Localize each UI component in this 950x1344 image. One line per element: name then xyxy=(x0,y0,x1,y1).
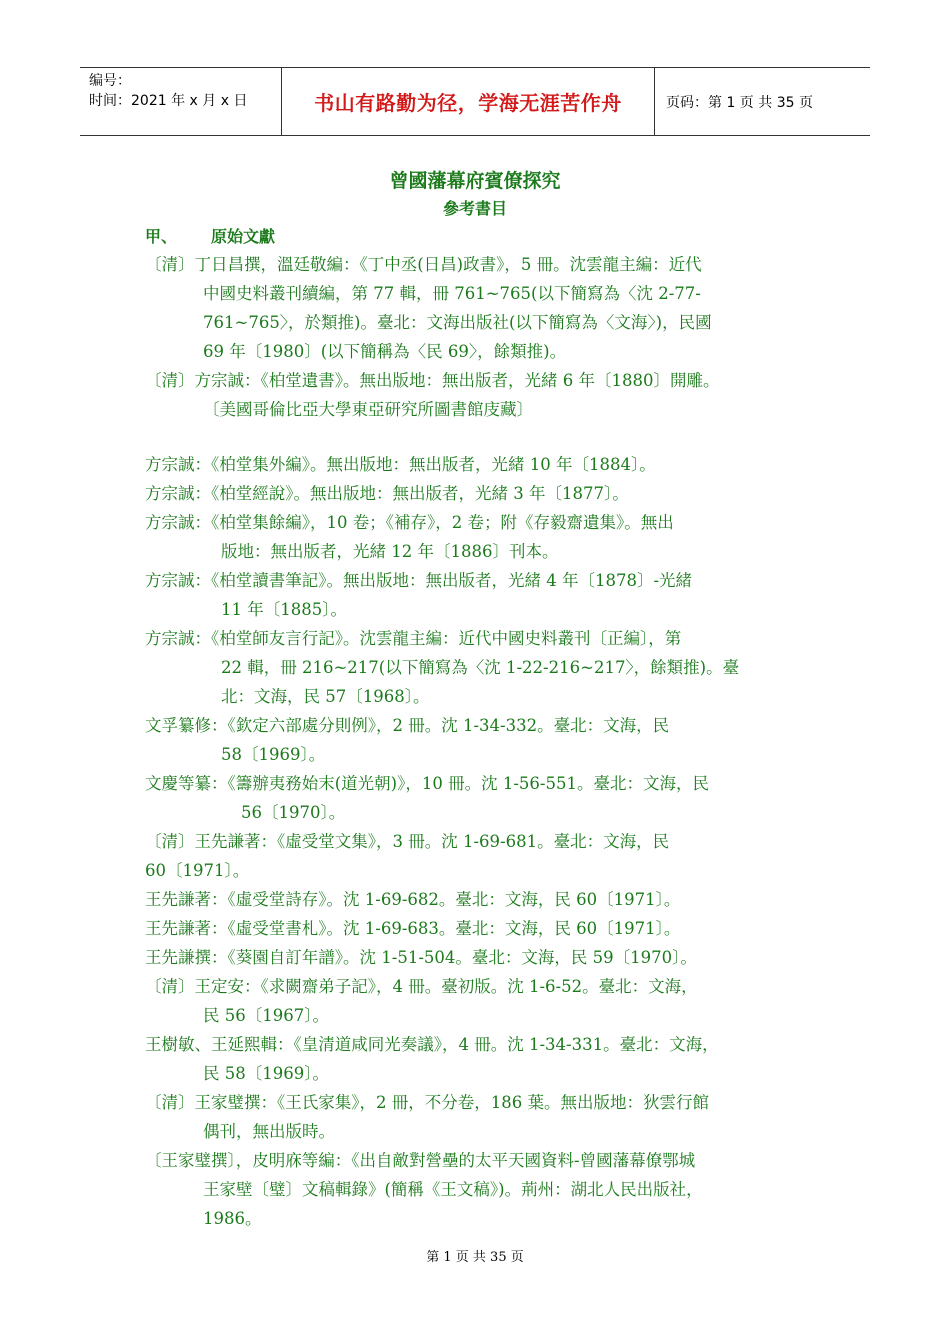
entry-line: 〔王家璧撰〕，皮明庥等編：《出自敵對營壘的太平天國資料-曾國藩幕僚鄂城 xyxy=(145,1151,696,1170)
bibliography-entry xyxy=(145,769,709,827)
header-motto: 书山有路勤为径，学海无涯苦作舟 xyxy=(282,68,655,135)
bibliography-entry xyxy=(145,1030,719,1088)
section-heading xyxy=(145,224,275,247)
entry-line: 王家壁〔璧〕文稿輯錄》(簡稱《王文稿》)。荊州：湖北人民出版社， xyxy=(203,1180,703,1199)
entry-line: 王先謙著：《虛受堂詩存》。沈 1-69-682。臺北：文海，民 60〔1971〕。 xyxy=(145,890,681,909)
entry-line: 北：文海，民 57〔1968〕。 xyxy=(221,687,430,706)
section-number: 甲、 xyxy=(145,227,178,246)
entry-line: 方宗誠：《柏堂集外編》。無出版地：無出版者，光緒 10 年〔1884〕。 xyxy=(145,455,656,474)
time-label: 时间：2021 年 x 月 x 日 xyxy=(89,93,248,109)
entry-line: 方宗誠：《柏堂師友言行記》。沈雲龍主編：近代中國史料叢刊〔正編〕，第 xyxy=(145,629,682,648)
bibliography-entry xyxy=(145,827,669,885)
entry-line: 69 年〔1980〕(以下簡稱為〈民 69〉，餘類推)。 xyxy=(203,342,567,361)
code-label: 编号： xyxy=(89,73,131,89)
bibliography-entry xyxy=(145,624,739,711)
entry-line: 方宗誠：《柏堂集餘編》，10 卷；《補存》，2 卷；附《存毅齋遺集》。無出 xyxy=(145,513,674,532)
bibliography-entry xyxy=(145,711,669,769)
document-subtitle: 參考書目 xyxy=(442,199,507,218)
entry-line: 中國史料叢刊續編，第 77 輯，冊 761~765(以下簡寫為〈沈 2-77- xyxy=(203,284,701,303)
entry-line: 民 56〔1967〕。 xyxy=(203,1006,329,1025)
entry-line: 王先謙著：《虛受堂書札》。沈 1-69-683。臺北：文海，民 60〔1971〕。 xyxy=(145,919,681,938)
bibliography-entry xyxy=(145,972,698,1030)
bibliography-entry xyxy=(145,1146,703,1233)
page-footer: 第 1 页 共 35 页 xyxy=(426,1250,524,1265)
entry-line: 版地：無出版者，光緒 12 年〔1886〕刊本。 xyxy=(221,542,559,561)
entry-line: 〔清〕王定安：《求闕齋弟子記》，4 冊。臺初版。沈 1-6-52。臺北：文海， xyxy=(145,977,698,996)
bibliography-entry xyxy=(145,885,680,914)
section-title: 原始文獻 xyxy=(211,227,276,246)
entry-line: 王先謙撰：《葵園自訂年譜》。沈 1-51-504。臺北：文海，民 59〔1970〕。 xyxy=(145,948,697,967)
entry-line: 58〔1969〕。 xyxy=(221,745,326,764)
entry-line: 方宗誠：《柏堂讀書筆記》。無出版地：無出版者，光緒 4 年〔1878〕-光緒 xyxy=(145,571,693,590)
entry-line: 〔清〕王先謙著：《虛受堂文集》，3 冊。沈 1-69-681。臺北：文海，民 xyxy=(145,832,670,851)
entry-line: 偶刊，無出版時。 xyxy=(203,1122,335,1141)
entry-line: 方宗誠：《柏堂經說》。無出版地：無出版者，光緒 3 年〔1877〕。 xyxy=(145,484,629,503)
bibliography-entry xyxy=(145,914,680,943)
page-header xyxy=(80,67,870,136)
bibliography-entry xyxy=(145,1088,709,1146)
header-meta xyxy=(80,68,282,135)
bibliography-entry xyxy=(145,250,712,366)
bibliography-entry xyxy=(145,366,719,424)
entry-line: 〔清〕王家璧撰：《王氏家集》，2 冊，不分卷，186 葉。無出版地：狄雲行館 xyxy=(145,1093,709,1112)
bibliography-entry xyxy=(145,450,656,479)
entry-line: 〔清〕方宗誠：《柏堂遺書》。無出版地：無出版者，光緒 6 年〔1880〕開雕。 xyxy=(145,371,720,390)
entry-line: 〔清〕丁日昌撰，溫廷敬編：《丁中丞(日昌)政書》，5 冊。沈雲龍主編：近代 xyxy=(145,255,702,274)
bibliography-entry xyxy=(145,479,629,508)
header-page-info: 页码：第 1 页 共 35 页 xyxy=(666,94,813,111)
entry-line: 王樹敏、王延熙輯：《皇清道咸同光奏議》，4 冊。沈 1-34-331。臺北：文海， xyxy=(145,1035,719,1054)
entry-line: 56〔1970〕。 xyxy=(241,803,346,822)
entry-line: 〔美國哥倫比亞大學東亞研究所圖書館庋藏〕 xyxy=(203,400,533,419)
entry-line: 60〔1971〕。 xyxy=(145,861,250,880)
bibliography-entry xyxy=(145,508,674,566)
entry-line: 22 輯，冊 216~217(以下簡寫為〈沈 1-22-216~217〉，餘類推)。臺 xyxy=(221,658,740,677)
entry-line: 文孚纂修：《欽定六部處分則例》，2 冊。沈 1-34-332。臺北：文海，民 xyxy=(145,716,670,735)
entry-line: 1986。 xyxy=(203,1209,262,1228)
bibliography-entry xyxy=(145,566,692,624)
document-title: 曾國藩幕府賓僚探究 xyxy=(389,170,561,192)
entry-line: 11 年〔1885〕。 xyxy=(221,600,347,619)
entry-line: 文慶等纂：《籌辦夷務始末(道光朝)》，10 冊。沈 1-56-551。臺北：文海，民 xyxy=(145,774,709,793)
entry-line: 761~765〉，於類推)。臺北：文海出版社(以下簡寫為〈文海〉)，民國 xyxy=(203,313,712,332)
entry-line: 民 58〔1969〕。 xyxy=(203,1064,329,1083)
bibliography-entry xyxy=(145,943,697,972)
